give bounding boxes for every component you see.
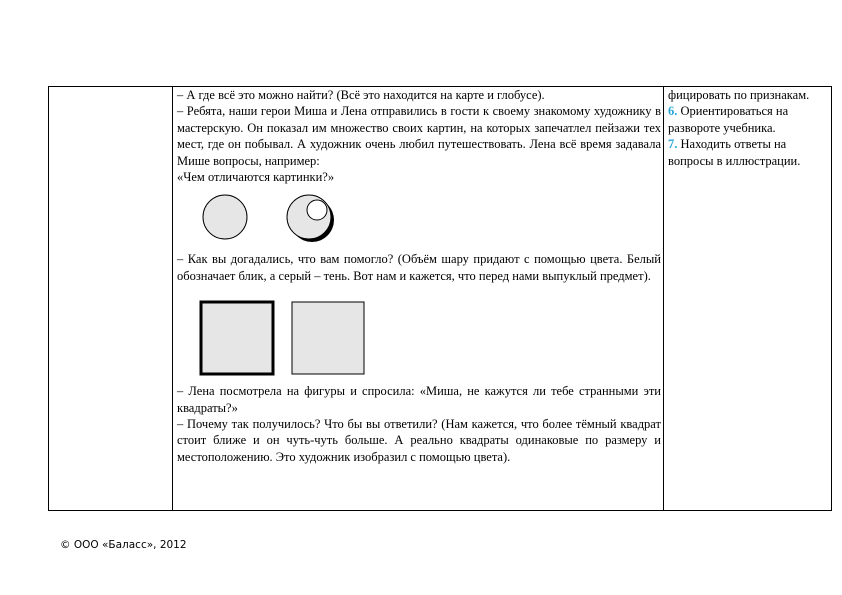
lesson-table (48, 86, 832, 511)
column-divider-left (172, 87, 173, 510)
paragraph-3: «Чем отличаются картинки?» (177, 170, 335, 185)
lesson-content-column (177, 87, 661, 465)
outcome-number-6: 6. (668, 104, 678, 119)
outcome-number-7: 7. (668, 137, 678, 152)
paragraph-4: – Как вы догадались, что вам помогло? (Объём шару придают с помощью цвета. Белый обозначает блик, а серый – тень. Вот нам и кажется, что перед нами выпуклый предмет). (177, 252, 661, 283)
thin-outlined-square (292, 302, 364, 374)
sphere-figures (177, 185, 661, 251)
column-divider-right (663, 87, 664, 510)
flat-circle (203, 195, 247, 239)
outcome-line-continued: фицировать по признакам. (668, 88, 810, 102)
circles-illustration (197, 185, 397, 251)
paragraph-2: – Ребята, наши герои Миша и Лена отправились в гости к своему знакомому художнику в мастерскую. Он показал им множество своих картин, на которых запечатлел пейзажи тех мест, где он побывал. А художник очень любил путешествовать. Лена всё время задавала Мише вопросы, например: (177, 104, 661, 168)
learning-outcomes-column (668, 87, 828, 169)
outcome-item-7 (668, 136, 828, 169)
square-figures (177, 284, 661, 383)
squares-illustration (191, 284, 391, 383)
paragraph-5: – Лена посмотрела на фигуры и спросила: «Миша, не кажутся ли тебе странными эти квадраты?» (177, 384, 661, 415)
paragraph-1: – А где всё это можно найти? (Всё это находится на карте и глобусе). (177, 88, 545, 102)
dark-outlined-square (201, 302, 273, 374)
outcome-text-7b: вопросы в иллюстрации. (668, 153, 801, 168)
footer-copyright: © ООО «Баласс», 2012 (60, 539, 187, 551)
sphere-highlight (307, 200, 327, 220)
outcome-text-7a: Находить ответы на (680, 137, 787, 152)
paragraph-6: – Почему так получилось? Что бы вы ответили? (Нам кажется, что более тёмный квадрат стоит ближе и он чуть-чуть больше. А реально квадраты одинаковые по размеру и местоположению. Это художник изобразил с помощью цвета). (177, 417, 661, 464)
outcome-item-6 (668, 103, 828, 136)
outcome-text-6: Ориентироваться на развороте учебника. (668, 104, 789, 135)
